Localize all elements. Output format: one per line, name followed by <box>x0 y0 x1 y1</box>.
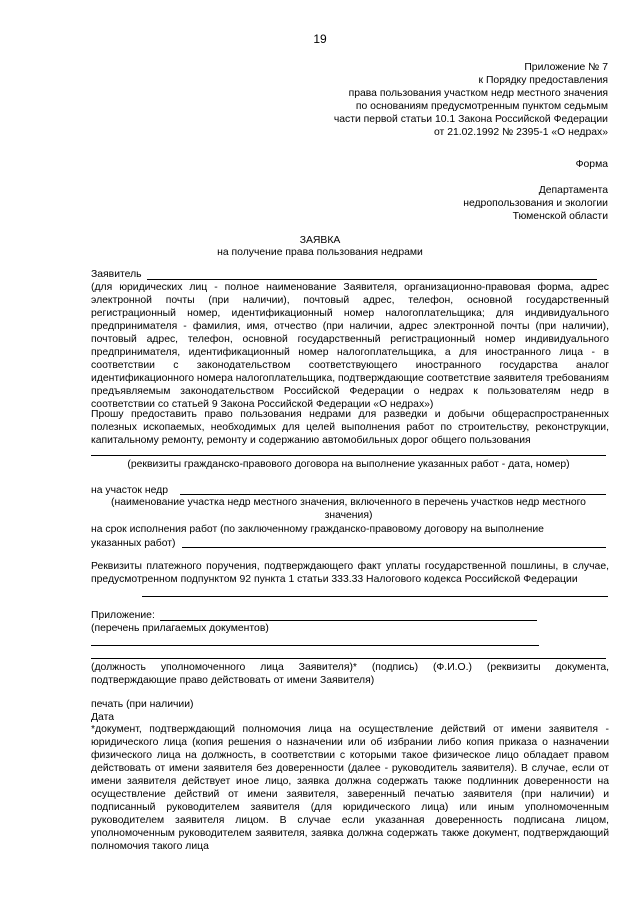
appendix-line-1: Приложение № 7 <box>524 62 608 73</box>
footnote: *документ, подтверждающий полномочия лица на осуществление действий от имени заявителя - юридического лица (копия решения о назначении или об избрании либо копия приказа о назначении физического лица на должность, в соответствии с которыми такое физическое лицо обладает правом действовать от имени заявителя без доверенности (далее - руководитель заявителя). В случае, если от имени заявителя действует иное лицо, заявка должна содержать также подлинник доверенности на осуществление действий от имени заявителя, заверенный печатью заявителя (при наличии) и подписанный руководителем заявителя (для юридического лица) или иным уполномоченным руководителем заявителя лицом. В случае если указанная доверенность подписана лицом, уполномоченным руководителем заявителя, заявка должна содержать также документ, подтверждающий полномочия такого лица <box>91 724 609 852</box>
appendix-line-3: права пользования участком недр местного значения <box>348 88 608 99</box>
term-text-1: на срок исполнения работ (по заключенному гражданско-правовому договору на выполнение <box>91 524 544 535</box>
site-label: на участок недр <box>91 485 168 496</box>
site-input-line[interactable] <box>180 494 606 495</box>
attachment-label: Приложение: <box>91 610 155 621</box>
attachment-input-line-2[interactable] <box>91 645 539 646</box>
payment-input-line[interactable] <box>142 596 608 597</box>
site-note-2: значения) <box>324 510 373 521</box>
department-line-1: Департамента <box>538 185 608 196</box>
payment-text: Реквизиты платежного поручения, подтверждающего факт уплаты государственной пошлины, в случае, предусмотренном подпунктом 92 пункта 1 статьи 333.33 Налогового кодекса Российской Федерации <box>91 561 609 585</box>
appendix-line-2: к Порядку предоставления <box>478 75 608 86</box>
term-text-2: указанных работ) <box>91 538 176 549</box>
contract-input-line[interactable] <box>91 455 606 456</box>
attachment-input-line[interactable] <box>160 620 537 621</box>
department-line-2: недропользования и экологии <box>463 198 608 209</box>
signature-note: (должность уполномоченного лица Заявителя)* (подпись) (Ф.И.О.) (реквизиты документа, подтверждающие право действовать от имени Заявителя) <box>91 662 609 686</box>
document-title: ЗАЯВКА <box>299 235 341 246</box>
signature-input-line[interactable] <box>91 658 606 659</box>
term-input-line[interactable] <box>182 547 606 548</box>
appendix-line-5: части первой статьи 10.1 Закона Российской Федерации <box>333 114 608 125</box>
department-line-3: Тюменской области <box>512 211 608 222</box>
contract-note: (реквизиты гражданско-правового договора на выполнение указанных работ - дата, номер) <box>127 459 570 470</box>
appendix-line-6: от 21.02.1992 № 2395-1 «О недрах» <box>434 127 608 138</box>
seal-label: печать (при наличии) <box>91 699 194 710</box>
request-text: Прошу предоставить право пользования недрами для разведки и добычи общераспространенных полезных ископаемых, необходимых для целей выполнения работ по строительству, реконструкции, капитальному ремонту, ремонту и содержанию автомобильных дорог общего пользования <box>91 409 609 446</box>
site-note-1: (наименование участка недр местного значения, включенного в перечень участков недр местного <box>111 497 586 508</box>
appendix-line-4: по основаниям предусмотренным пунктом седьмым <box>355 101 608 112</box>
document-subtitle: на получение права пользования недрами <box>217 247 423 258</box>
form-label: Форма <box>575 159 608 170</box>
applicant-note: (для юридических лиц - полное наименование Заявителя, организационно-правовая форма, адрес электронной почты (при наличии), почтовый адрес, телефон, основной государственный регистрационный номер, идентификационный номер налогоплательщика; для индивидуального предпринимателя - фамилия, имя, отчество (при наличии, адрес электронной почты (при наличии), почтовый адрес, телефон, основной государственный регистрационный номер индивидуального предпринимателя, идентификационный номер налогоплательщика, а для иностранного лица - в соответствии с законодательством соответствующего иностранного государства аналог идентификационного номера налогоплательщика, подтверждающие соответствие заявителя требованиям предъявляемым законодательством Российской Федерации о недрах к пользователям недр в соответствии со статьей 9 Закона Российской Федерации «О недрах») <box>91 282 609 410</box>
applicant-label: Заявитель <box>91 269 142 280</box>
page-number: 19 <box>313 32 327 46</box>
applicant-input-line[interactable] <box>147 279 597 280</box>
attachment-note: (перечень прилагаемых документов) <box>91 623 269 634</box>
date-label: Дата <box>91 712 115 723</box>
